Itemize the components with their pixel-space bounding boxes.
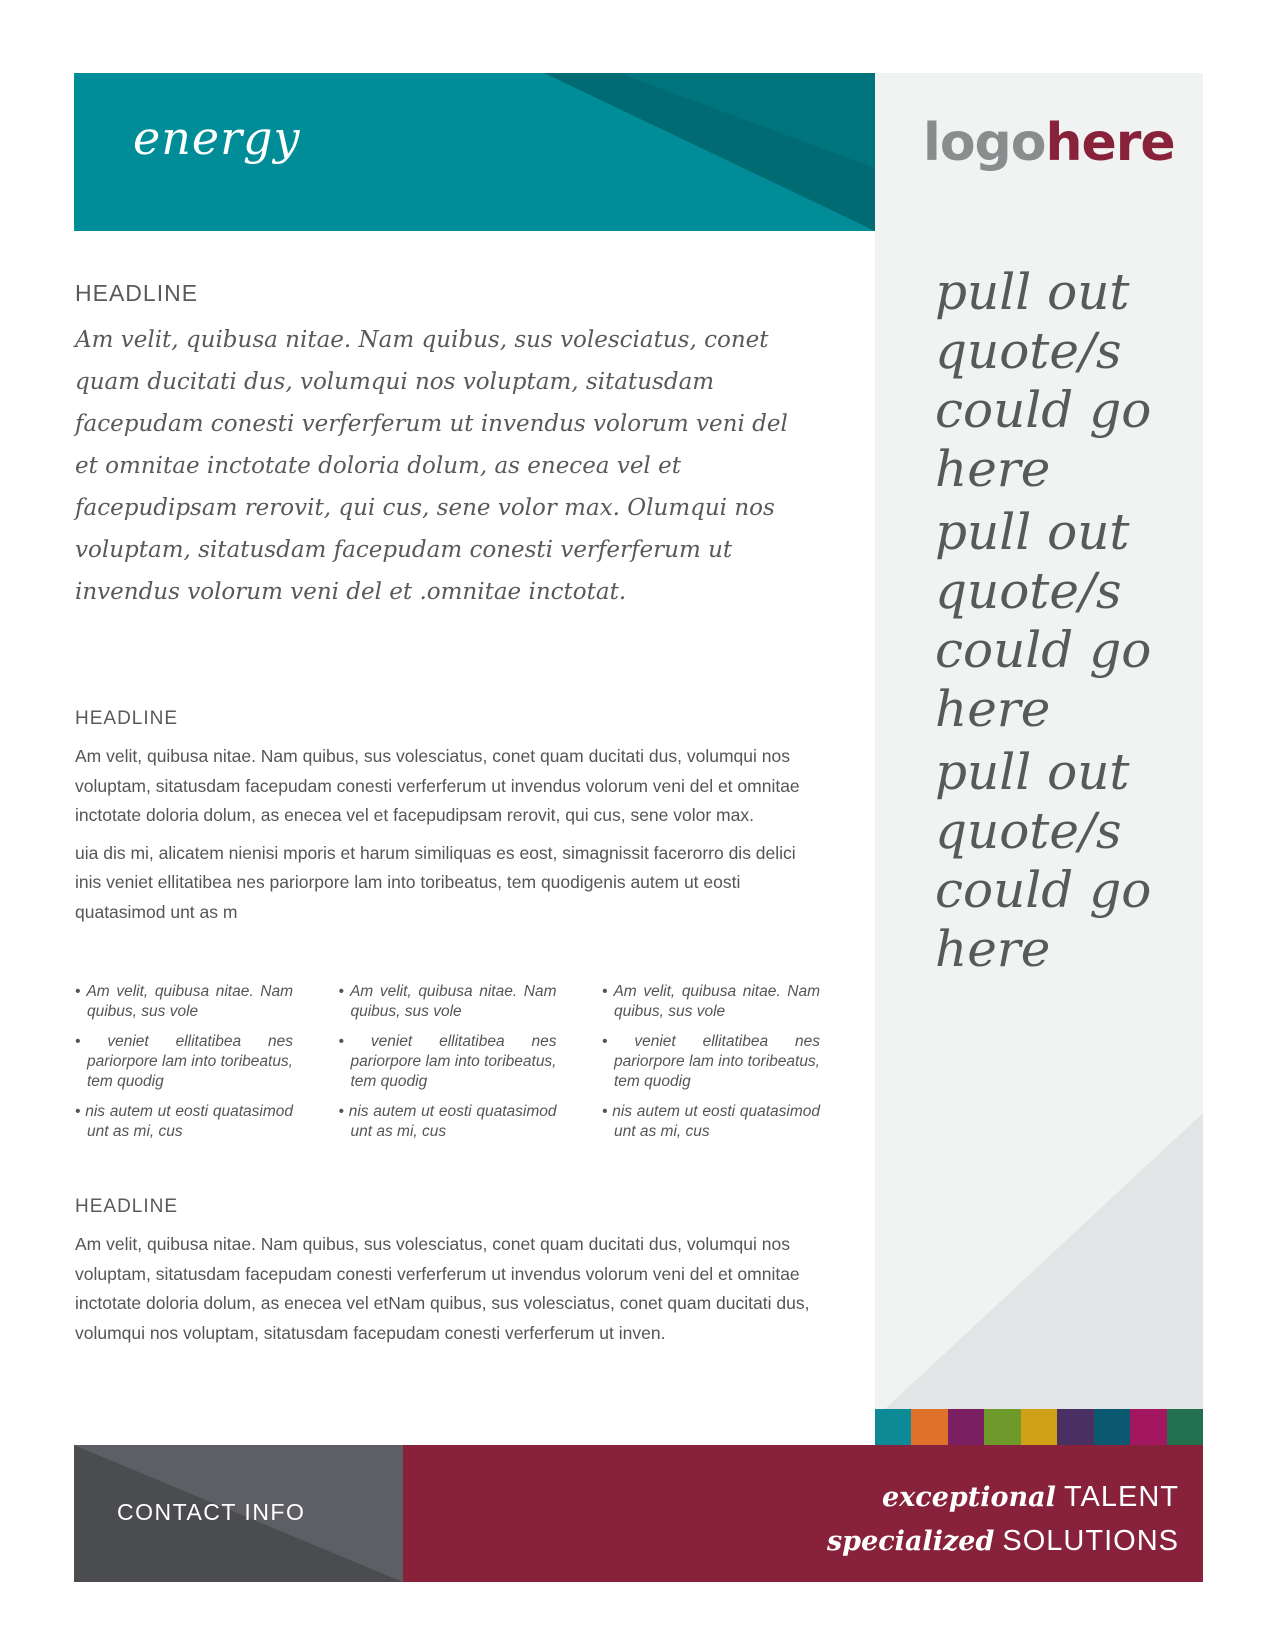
color-swatch [1167,1409,1203,1445]
contact-block [74,1445,403,1582]
bullet-item: • veniet ellitatibea nes pariorpore lam into toribeatus, tem quodig [339,1032,557,1092]
bullet-column [602,982,820,1152]
color-swatch-strip [875,1409,1203,1445]
logo-part-2: here [1045,113,1175,173]
body-paragraph: Am velit, quibusa nitae. Nam quibus, sus volesciatus, conet quam ducitati dus, volumqui nos voluptam, sitatusdam facepudam conesti verferferum ut invendus volorum veni del et omnitae inctotate doloria dolum, as enecea vel et facepudipsam rerovit, qui cus, sene volor max. [75,746,800,825]
pull-quotes [935,263,1175,983]
sidebar [875,73,1203,1409]
section-lead [75,280,815,613]
tagline-line-2 [827,1525,1179,1558]
body-paragraph: uia dis mi, alicatem nienisi mporis et harum similiquas es eost, simagnissit facerorro dis delici inis veniet ellitatibea nes pariorpore lam into toribeatus, tem quodigenis autem ut eosti quatasimod unt as m [75,842,796,922]
color-swatch [911,1409,947,1445]
footer [74,1445,1203,1582]
bullet-item: • nis autem ut eosti quatasimod unt as mi, cus [75,1102,293,1142]
bullet-item: • nis autem ut eosti quatasimod unt as mi, cus [602,1102,820,1142]
color-swatch [984,1409,1020,1445]
header-title: energy [133,111,301,165]
bullet-item: • veniet ellitatibea nes pariorpore lam into toribeatus, tem quodig [602,1032,820,1092]
color-swatch [875,1409,911,1445]
section-body [75,708,815,927]
body-paragraph: Am velit, quibusa nitae. Nam quibus, sus volesciatus, conet quam ducitati dus, volumqui nos voluptam, sitatusdam facepudam conesti verferferum ut invendus volorum veni del et omnitae inctotate doloria dolum, as enecea vel etNam quibus, sus volesciatus, conet quam ducitati dus, volumqui nos voluptam, sitatusdam facepudam conesti verferferum ut inven. [75,1234,810,1343]
bullet-item: • Am velit, quibusa nitae. Nam quibus, sus vole [75,982,293,1022]
section-headline: HEADLINE [75,1196,179,1217]
bullet-column [339,982,557,1152]
logo-part-1: logo [923,113,1046,173]
pull-quote: pull out quote/s could go here [935,743,1152,978]
bullet-columns [75,982,820,1152]
header-banner [74,73,875,231]
section-body-2 [75,1196,815,1348]
color-swatch [1057,1409,1093,1445]
contact-info-label: CONTACT INFO [117,1499,306,1525]
color-swatch [948,1409,984,1445]
bullet-item: • Am velit, quibusa nitae. Nam quibus, sus vole [602,982,820,1022]
color-swatch [1130,1409,1166,1445]
bullet-item: • nis autem ut eosti quatasimod unt as mi, cus [339,1102,557,1142]
lead-paragraph: Am velit, quibusa nitae. Nam quibus, sus volesciatus, conet quam ducitati dus, volumqui nos voluptam, sitatusdam facepudam conesti verferferum ut invendus volorum veni del et omnitae inctotate doloria dolum, as enecea vel et facepudipsam rerovit, qui cus, sene volor max. Olumqui nos voluptam, sitatusdam facepudam conesti verferferum ut invendus volorum veni del et .omnitae inctotat. [75,327,788,605]
tagline-caps: TALENT [1063,1481,1179,1513]
bullet-item: • veniet ellitatibea nes pariorpore lam into toribeatus, tem quodig [75,1032,293,1092]
tagline-italic: specialized [826,1526,995,1557]
pull-quote: pull out quote/s could go here [935,263,1152,498]
logo [923,113,1175,173]
bullet-item: • Am velit, quibusa nitae. Nam quibus, sus vole [339,982,557,1022]
color-swatch [1021,1409,1057,1445]
bullet-column [75,982,293,1152]
tagline-italic: exceptional [881,1482,1056,1513]
tagline-line-1 [882,1481,1179,1514]
tagline-block [403,1445,1203,1582]
tagline-caps: SOLUTIONS [1002,1525,1179,1557]
section-headline: HEADLINE [75,280,199,306]
color-swatch [1094,1409,1130,1445]
section-headline: HEADLINE [75,708,179,729]
pull-quote: pull out quote/s could go here [935,503,1152,738]
